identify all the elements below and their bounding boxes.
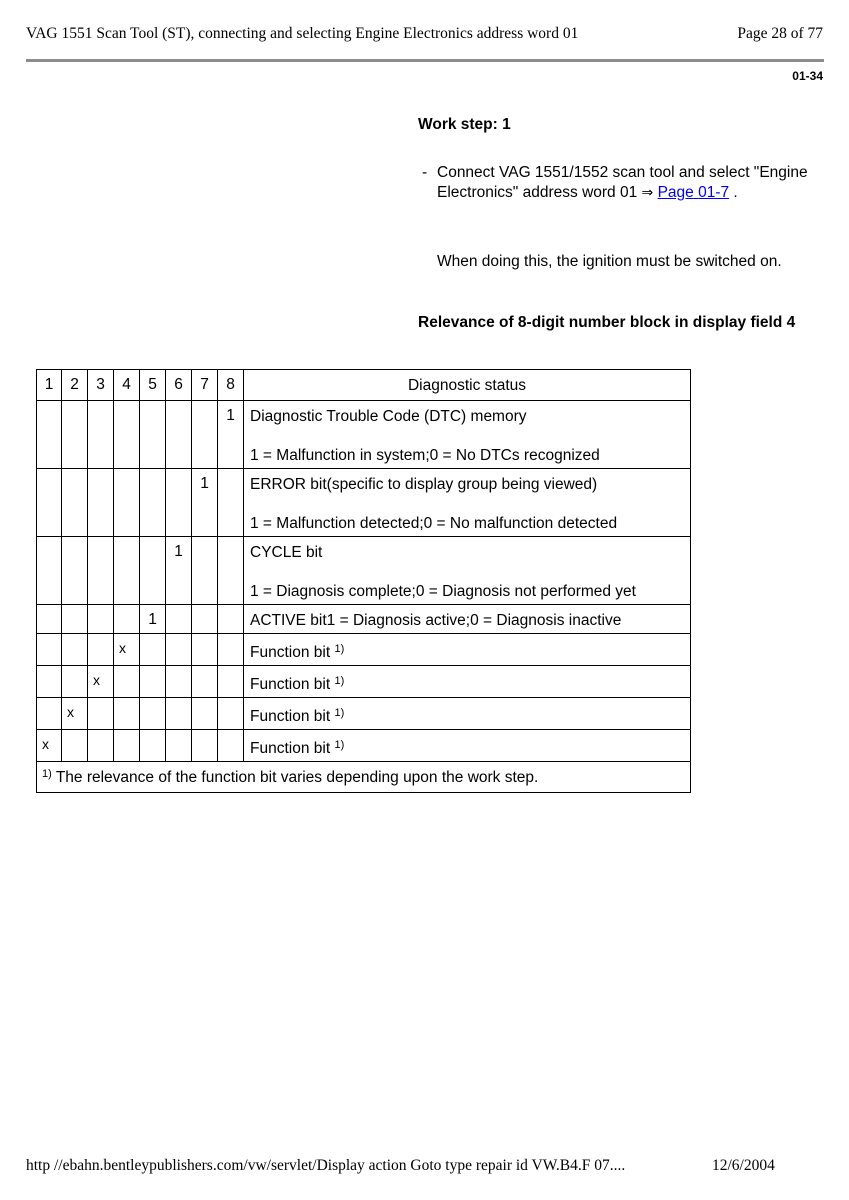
instruction-text xyxy=(437,163,808,203)
status-line-1: ERROR bit(specific to display group being viewed) xyxy=(250,476,598,493)
status-line-1: Function bit xyxy=(250,708,331,725)
page-link[interactable] xyxy=(658,184,730,201)
bit-cell-2 xyxy=(62,469,88,537)
bit-cell-1 xyxy=(37,469,62,537)
bit-cell-5: 1 xyxy=(140,605,166,634)
status-line-2: 1 = Malfunction in system;0 = No DTCs recognized xyxy=(250,447,600,464)
bit-cell-7 xyxy=(192,730,218,762)
footnote-reference: 1) xyxy=(334,643,345,655)
footnote-cell xyxy=(37,762,691,793)
bit-cell-1 xyxy=(37,698,62,730)
instruction-end: . xyxy=(729,183,738,201)
footnote-text: The relevance of the function bit varies depending upon the work step. xyxy=(55,769,539,786)
footnote-reference: 1) xyxy=(334,675,345,687)
status-description xyxy=(244,698,691,730)
status-line-1: Function bit xyxy=(250,644,331,661)
ignition-note: When doing this, the ignition must be switched on. xyxy=(437,253,782,270)
bit-cell-4 xyxy=(114,605,140,634)
bit-cell-1 xyxy=(37,634,62,666)
bit-cell-4 xyxy=(114,469,140,537)
bit-cell-6 xyxy=(166,605,192,634)
bit-cell-6: 1 xyxy=(166,537,192,605)
header-divider xyxy=(26,59,824,62)
bit-cell-4 xyxy=(114,666,140,698)
page-link-number: 01-7 xyxy=(698,183,730,201)
relevance-heading: Relevance of 8-digit number block in display field 4 xyxy=(418,314,796,331)
header-bit-7: 7 xyxy=(192,370,218,401)
bit-cell-7 xyxy=(192,537,218,605)
bit-cell-7 xyxy=(192,698,218,730)
status-line-2: 1 = Malfunction detected;0 = No malfunction detected xyxy=(250,515,618,532)
table-row xyxy=(37,401,691,469)
bit-cell-8 xyxy=(218,730,244,762)
bit-cell-3 xyxy=(88,698,114,730)
page-link-word: Page xyxy=(657,183,694,201)
bit-cell-6 xyxy=(166,698,192,730)
bit-cell-8 xyxy=(218,698,244,730)
bit-cell-8 xyxy=(218,634,244,666)
footnote-reference: 1) xyxy=(334,739,345,751)
table-row xyxy=(37,666,691,698)
page-footer xyxy=(26,1157,775,1175)
bit-cell-1: x xyxy=(37,730,62,762)
status-description xyxy=(244,666,691,698)
status-line-1: ACTIVE bit1 = Diagnosis active;0 = Diagnosis inactive xyxy=(250,612,622,629)
bit-cell-5 xyxy=(140,666,166,698)
footer-url: http //ebahn.bentleypublishers.com/vw/servlet/Display action Goto type repair id VW.B4.F 07.... xyxy=(26,1157,626,1174)
diagnostic-status-table xyxy=(36,369,691,793)
bit-cell-4 xyxy=(114,401,140,469)
table-row xyxy=(37,634,691,666)
bit-cell-8 xyxy=(218,666,244,698)
bit-cell-7 xyxy=(192,666,218,698)
bit-cell-5 xyxy=(140,401,166,469)
bit-cell-5 xyxy=(140,730,166,762)
bit-cell-4 xyxy=(114,698,140,730)
work-step-heading: Work step: 1 xyxy=(418,116,511,133)
instruction-item xyxy=(418,163,808,203)
table-row xyxy=(37,537,691,605)
bit-cell-5 xyxy=(140,469,166,537)
header-bit-6: 6 xyxy=(166,370,192,401)
table-row xyxy=(37,730,691,762)
footnote-marker: 1) xyxy=(42,768,52,780)
status-line-1: Function bit xyxy=(250,740,331,757)
bit-cell-5 xyxy=(140,698,166,730)
status-line-1: Diagnostic Trouble Code (DTC) memory xyxy=(250,408,527,425)
document-header-title: VAG 1551 Scan Tool (ST), connecting and selecting Engine Electronics address word 01 xyxy=(26,25,579,42)
bit-cell-1 xyxy=(37,666,62,698)
bit-cell-3 xyxy=(88,730,114,762)
bit-cell-6 xyxy=(166,469,192,537)
bit-cell-2 xyxy=(62,730,88,762)
bit-cell-6 xyxy=(166,401,192,469)
section-code: 01-34 xyxy=(792,69,823,83)
status-line-1: Function bit xyxy=(250,676,331,693)
footnote-row xyxy=(37,762,691,793)
header-bit-3: 3 xyxy=(88,370,114,401)
bit-cell-2 xyxy=(62,666,88,698)
bit-cell-3 xyxy=(88,401,114,469)
bit-cell-8 xyxy=(218,469,244,537)
status-description xyxy=(244,401,691,469)
status-description xyxy=(244,730,691,762)
header-bit-4: 4 xyxy=(114,370,140,401)
status-description xyxy=(244,469,691,537)
bit-cell-7 xyxy=(192,401,218,469)
footnote-reference: 1) xyxy=(334,707,345,719)
bit-cell-6 xyxy=(166,730,192,762)
bit-cell-6 xyxy=(166,666,192,698)
bit-cell-3 xyxy=(88,537,114,605)
bit-cell-4 xyxy=(114,537,140,605)
footer-date: 12/6/2004 xyxy=(712,1157,775,1174)
instruction-body: Connect VAG 1551/1552 scan tool and select "Engine Electronics" address word 01 xyxy=(437,164,808,201)
bit-cell-3 xyxy=(88,469,114,537)
status-line-1: CYCLE bit xyxy=(250,544,323,561)
arrow-right-icon: ⇒ xyxy=(641,184,654,201)
status-line-2: 1 = Diagnosis complete;0 = Diagnosis not performed yet xyxy=(250,583,636,600)
bit-cell-7 xyxy=(192,605,218,634)
bit-cell-1 xyxy=(37,537,62,605)
bit-cell-1 xyxy=(37,605,62,634)
bit-cell-4 xyxy=(114,730,140,762)
bit-cell-2 xyxy=(62,401,88,469)
bit-cell-4: x xyxy=(114,634,140,666)
list-dash: - xyxy=(422,164,428,181)
bit-cell-2 xyxy=(62,634,88,666)
table-row xyxy=(37,469,691,537)
header-diagnostic-status: Diagnostic status xyxy=(244,370,691,401)
header-bit-1: 1 xyxy=(37,370,62,401)
bit-cell-2 xyxy=(62,605,88,634)
bit-cell-2 xyxy=(62,537,88,605)
bit-cell-8: 1 xyxy=(218,401,244,469)
bit-cell-3 xyxy=(88,634,114,666)
page-number: Page 28 of 77 xyxy=(737,25,823,42)
status-description xyxy=(244,605,691,634)
bit-cell-2: x xyxy=(62,698,88,730)
bit-cell-8 xyxy=(218,605,244,634)
bit-cell-3: x xyxy=(88,666,114,698)
bit-cell-5 xyxy=(140,537,166,605)
header-bit-5: 5 xyxy=(140,370,166,401)
bit-cell-1 xyxy=(37,401,62,469)
bit-cell-5 xyxy=(140,634,166,666)
header-bit-2: 2 xyxy=(62,370,88,401)
bit-cell-8 xyxy=(218,537,244,605)
table-header-row xyxy=(37,370,691,401)
bit-cell-7: 1 xyxy=(192,469,218,537)
table-row xyxy=(37,698,691,730)
header-bit-8: 8 xyxy=(218,370,244,401)
status-description xyxy=(244,537,691,605)
status-description xyxy=(244,634,691,666)
bit-cell-6 xyxy=(166,634,192,666)
bit-cell-7 xyxy=(192,634,218,666)
bit-cell-3 xyxy=(88,605,114,634)
table-row xyxy=(37,605,691,634)
